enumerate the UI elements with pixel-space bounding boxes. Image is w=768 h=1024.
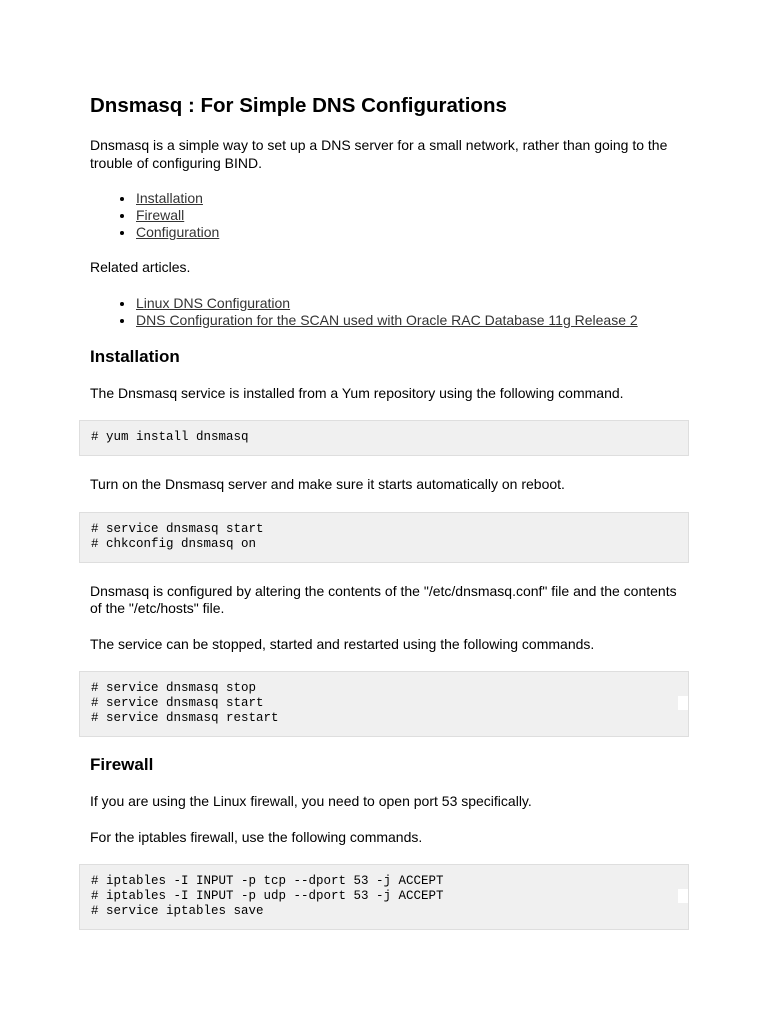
toc-link-configuration[interactable]: Configuration: [136, 224, 220, 240]
installation-paragraph-3: Dnsmasq is configured by altering the contents of the "/etc/dnsmasq.conf" file and the contents of the "/etc/hosts" file.: [90, 582, 677, 616]
code-line: # iptables -I INPUT -p tcp --dport 53 -j ACCEPT: [91, 874, 444, 888]
related-articles-label: Related articles.: [90, 259, 191, 275]
scroll-marker: [678, 696, 688, 710]
article-content: [90, 92, 690, 930]
installation-paragraph-1: The Dnsmasq service is installed from a Yum repository using the following command.: [90, 384, 624, 401]
firewall-paragraph-2: For the iptables firewall, use the following commands.: [90, 828, 423, 845]
code-line: # yum install dnsmasq: [91, 430, 249, 444]
code-line: # service dnsmasq start: [91, 696, 264, 710]
section-heading-installation: Installation: [90, 346, 180, 366]
code-line: # chkconfig dnsmasq on: [91, 536, 257, 551]
scroll-marker: [678, 889, 688, 903]
page-title: Dnsmasq : For Simple DNS Configurations: [90, 94, 507, 117]
related-link-dns-scan[interactable]: DNS Configuration for the SCAN used with Oracle RAC Database 11g Release 2: [136, 311, 638, 328]
code-line: # service dnsmasq restart: [91, 711, 279, 725]
intro-paragraph: Dnsmasq is a simple way to set up a DNS server for a small network, rather than going to the trouble of configuring BIND.: [90, 137, 668, 171]
related-item: [135, 312, 690, 329]
code-line: # service dnsmasq stop: [91, 681, 257, 695]
related-articles-list: [90, 295, 690, 329]
toc-item: [135, 224, 690, 241]
table-of-contents: [90, 190, 690, 241]
related-link-linux-dns[interactable]: Linux DNS Configuration: [136, 294, 291, 311]
toc-item: [135, 207, 690, 224]
toc-link-firewall[interactable]: Firewall: [136, 207, 185, 223]
code-block-install: [79, 420, 689, 456]
code-line: # iptables -I INPUT -p udp --dport 53 -j ACCEPT: [91, 889, 444, 903]
related-item: [135, 295, 690, 312]
firewall-paragraph-1: If you are using the Linux firewall, you need to open port 53 specifically.: [90, 793, 532, 809]
code-block-iptables: [79, 864, 689, 930]
code-block-start: [79, 512, 689, 563]
installation-paragraph-2: Turn on the Dnsmasq server and make sure it starts automatically on reboot.: [90, 476, 565, 492]
toc-item: [135, 190, 690, 207]
installation-paragraph-4: The service can be stopped, started and restarted using the following commands.: [90, 635, 595, 652]
toc-link-installation[interactable]: Installation: [136, 190, 203, 206]
code-line: # service iptables save: [91, 904, 264, 918]
section-heading-firewall: Firewall: [90, 755, 154, 774]
code-block-service: [79, 671, 689, 737]
code-line: # service dnsmasq start: [91, 521, 264, 536]
